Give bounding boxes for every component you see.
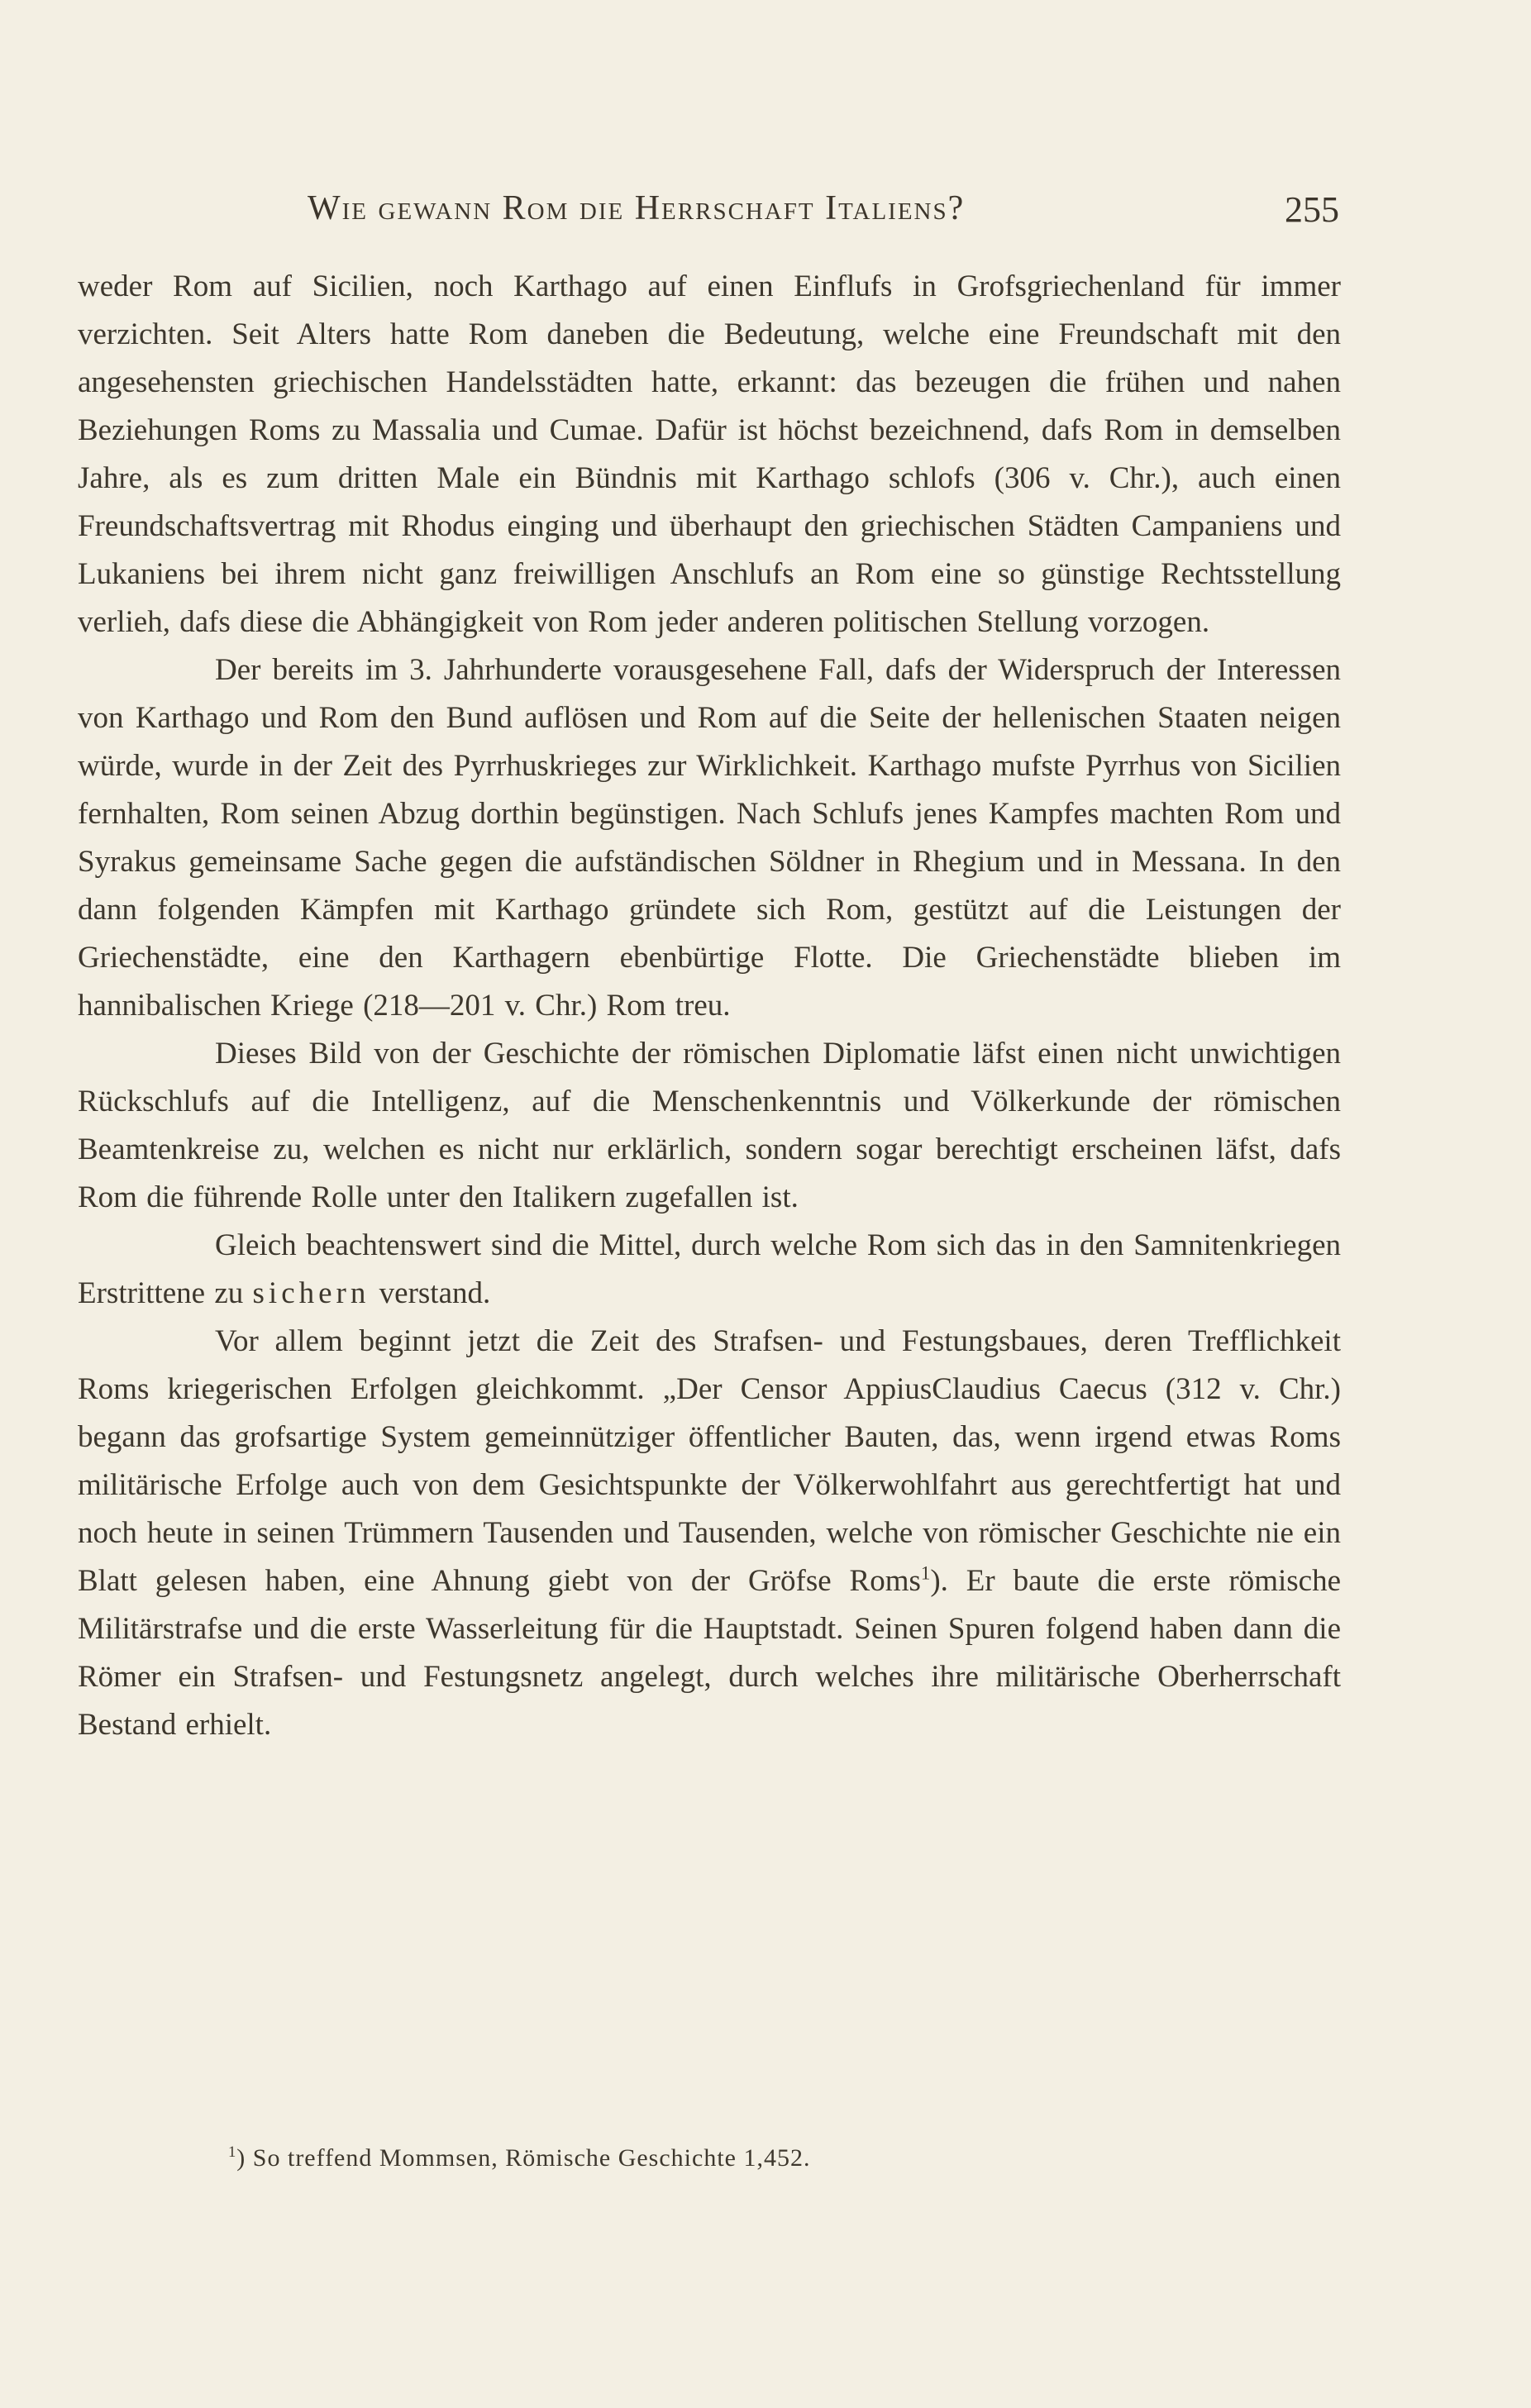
footnote [228,2144,1303,2172]
paragraph-5 [78,1318,1341,1749]
running-title: Wie gewann Rom die Herrschaft Italiens? [308,189,966,227]
paragraph-1-text: weder Rom auf Sicilien, noch Karthago auf einen Einflufs in Grofsgriechenland für immer verzichten. Seit Alters hatte Rom daneben die Bedeutung, welche eine Freundschaft mit den angesehensten griechischen Handelsstädten hatte, erkannt: das bezeugen die frühen und nahen Beziehungen Roms zu Massalia und Cumae. Dafür ist höchst bezeichnend, dafs Rom in demselben Jahre, als es zum dritten Male ein Bündnis mit Karthago schlofs (306 v. Chr.), auch einen Freundschaftsvertrag mit Rhodus einging und überhaupt den griechischen Städten Campaniens und Lukaniens bei ihrem nicht ganz freiwilligen Anschlufs an Rom eine so günstige Rechtsstellung verlieh, dafs diese die Abhängigkeit von Rom jeder anderen politischen Stellung vorzogen. [78,269,1341,639]
paragraph-3 [78,1030,1341,1222]
paragraph-1 [78,263,1341,646]
paragraph-5-text-after: ). Er baute die erste römische Militärstrafse und die erste Wasserleitung für die Hauptstadt. Seinen Spuren folgend haben dann die Römer ein Strafsen- und Festungsnetz angelegt, durch welches ihre militärische Oberherrschaft Bestand erhielt. [78,1564,1341,1742]
paragraph-2-text: Der bereits im 3. Jahrhunderte vorausgesehene Fall, dafs der Widerspruch der Interessen von Karthago und Rom den Bund auflösen und Rom auf die Seite der hellenischen Staaten neigen würde, wurde in der Zeit des Pyrrhuskrieges zur Wirklichkeit. Karthago mufste Pyrrhus von Sicilien fernhalten, Rom seinen Abzug dorthin begünstigen. Nach Schlufs jenes Kampfes machten Rom und Syrakus gemeinsame Sache gegen die aufständischen Söldner in Rhegium und in Messana. In den dann folgenden Kämpfen mit Karthago gründete sich Rom, gestützt auf die Leistungen der Griechenstädte, eine den Karthagern ebenbürtige Flotte. Die Griechenstädte blieben im hannibalischen Kriege (218—201 v. Chr.) Rom treu. [78,653,1341,1023]
paragraph-3-text: Dieses Bild von der Geschichte der römischen Diplomatie läfst einen nicht unwichtigen Rückschlufs auf die Intelligenz, auf die Menschenkenntnis und Völkerkunde der römischen Beamtenkreise zu, welchen es nicht nur erklärlich, sondern sogar berechtigt erscheinen läfst, dafs Rom die führende Rolle unter den Italikern zugefallen ist. [78,1037,1341,1214]
paragraph-4-text-before: Gleich beachtenswert sind die Mittel, durch welche Rom sich das in den Samnitenkriegen Erstrittene zu [78,1228,1341,1310]
paragraph-4 [78,1222,1341,1318]
page-number: 255 [1285,189,1339,230]
footnote-marker: 1 [228,2143,237,2161]
footnote-reference[interactable]: 1 [920,1562,931,1584]
paragraph-2 [78,646,1341,1030]
body-text [78,263,1341,1749]
paragraph-4-emphasis: sichern [252,1276,370,1310]
running-head [308,188,1339,241]
footnote-marker-paren: ) [236,2144,246,2172]
paragraph-4-text-after: verstand. [370,1276,491,1310]
footnote-text: So treffend Mommsen, Römische Geschichte 1,452. [252,2144,811,2172]
paragraph-5-text-before: Vor allem beginnt jetzt die Zeit des Strafsen- und Festungsbaues, deren Trefflichkeit Roms kriegerischen Erfolgen gleichkommt. „Der Censor AppiusClaudius Caecus (312 v. Chr.) begann das grofsartige System gemeinnütziger öffentlicher Bauten, das, wenn irgend etwas Roms militärische Erfolge auch von dem Gesichtspunkte der Völkerwohlfahrt aus gerechtfertigt hat und noch heute in seinen Trümmern Tausenden und Tausenden, welche von römischer Geschichte nie ein Blatt gelesen haben, eine Ahnung giebt von der Gröfse Roms [78,1324,1341,1598]
